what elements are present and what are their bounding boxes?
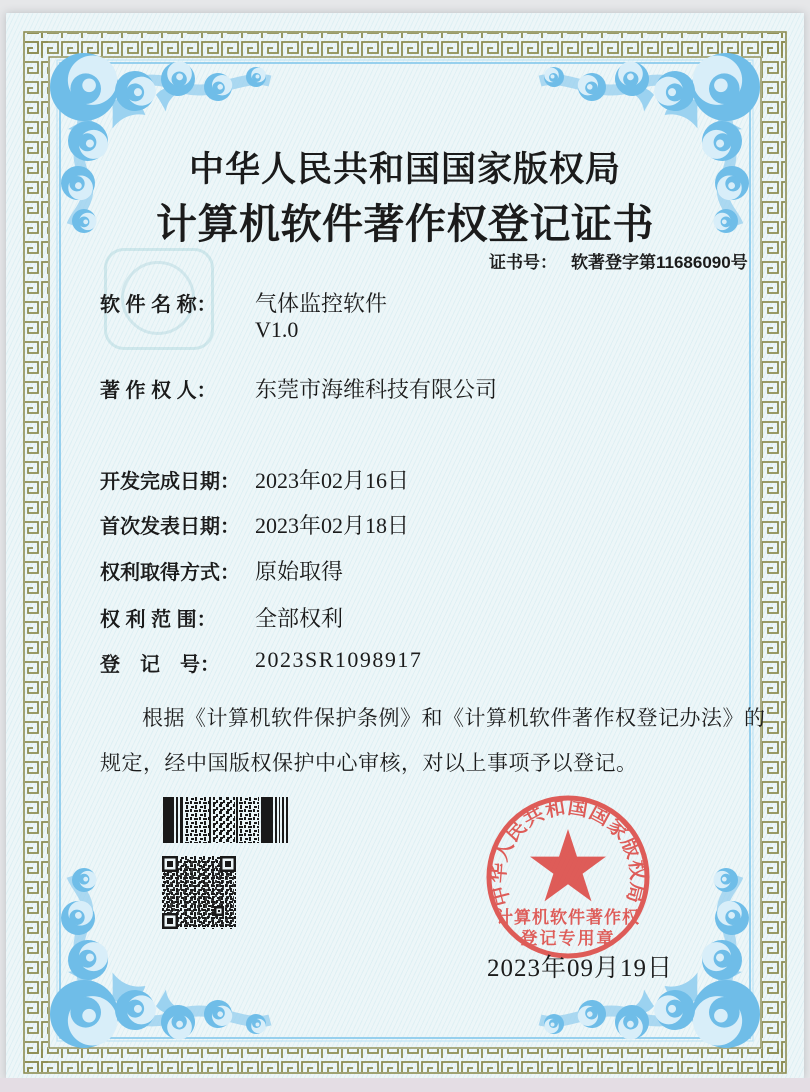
field-value-rights-scope: 全部权利: [255, 606, 344, 631]
seal-inner-line-2: 登记专用章: [520, 929, 616, 948]
issue-date: 2023年09月19日: [487, 955, 674, 982]
certificate-number: [489, 248, 748, 273]
field-label-first-publish-date: 首次发表日期：: [100, 516, 240, 538]
field-value-software-name: 气体监控软件: [255, 291, 388, 316]
seal-arc-text: 中华人民共和国国家版权局: [487, 796, 649, 909]
star-icon: [530, 829, 606, 901]
field-label-software-name: 软 件 名 称：: [100, 294, 217, 316]
field-label-dev-complete-date: 开发完成日期：: [100, 471, 240, 493]
field-value-dev-complete-date: 2023年02月16日: [255, 468, 410, 493]
field-label-registration-number: 登 记 号：: [100, 654, 220, 676]
statement-line-2: 规定，经中国版权保护中心审核，对以上事项予以登记。: [100, 751, 638, 775]
field-value-registration-number: 2023SR1098917: [255, 647, 423, 672]
field-label-copyright-owner: 著 作 权 人：: [100, 380, 217, 402]
field-value-first-publish-date: 2023年02月18日: [255, 513, 410, 538]
certificate-number-value: 软著登字第11686090号: [571, 253, 748, 272]
field-label-rights-scope: 权 利 范 围：: [100, 609, 217, 631]
official-seal: [479, 788, 657, 966]
statement-line-1: 根据《计算机软件保护条例》和《计算机软件著作权登记办法》的: [142, 706, 766, 730]
issuer-title: 中华人民共和国国家版权局: [188, 150, 621, 189]
barcode-image: [163, 797, 288, 843]
field-value-copyright-owner: 东莞市海维科技有限公司: [255, 377, 498, 402]
field-label-rights-acquisition: 权利取得方式：: [100, 562, 240, 584]
qr-code-image: [162, 856, 236, 929]
field-value-rights-acquisition: 原始取得: [255, 559, 344, 584]
certificate-title: 计算机软件著作权登记证书: [156, 201, 654, 247]
certificate-number-label: 证书号：: [489, 253, 557, 272]
field-value-software-version: V1.0: [255, 317, 299, 342]
seal-inner-line-1: 计算机软件著作权: [496, 908, 640, 927]
